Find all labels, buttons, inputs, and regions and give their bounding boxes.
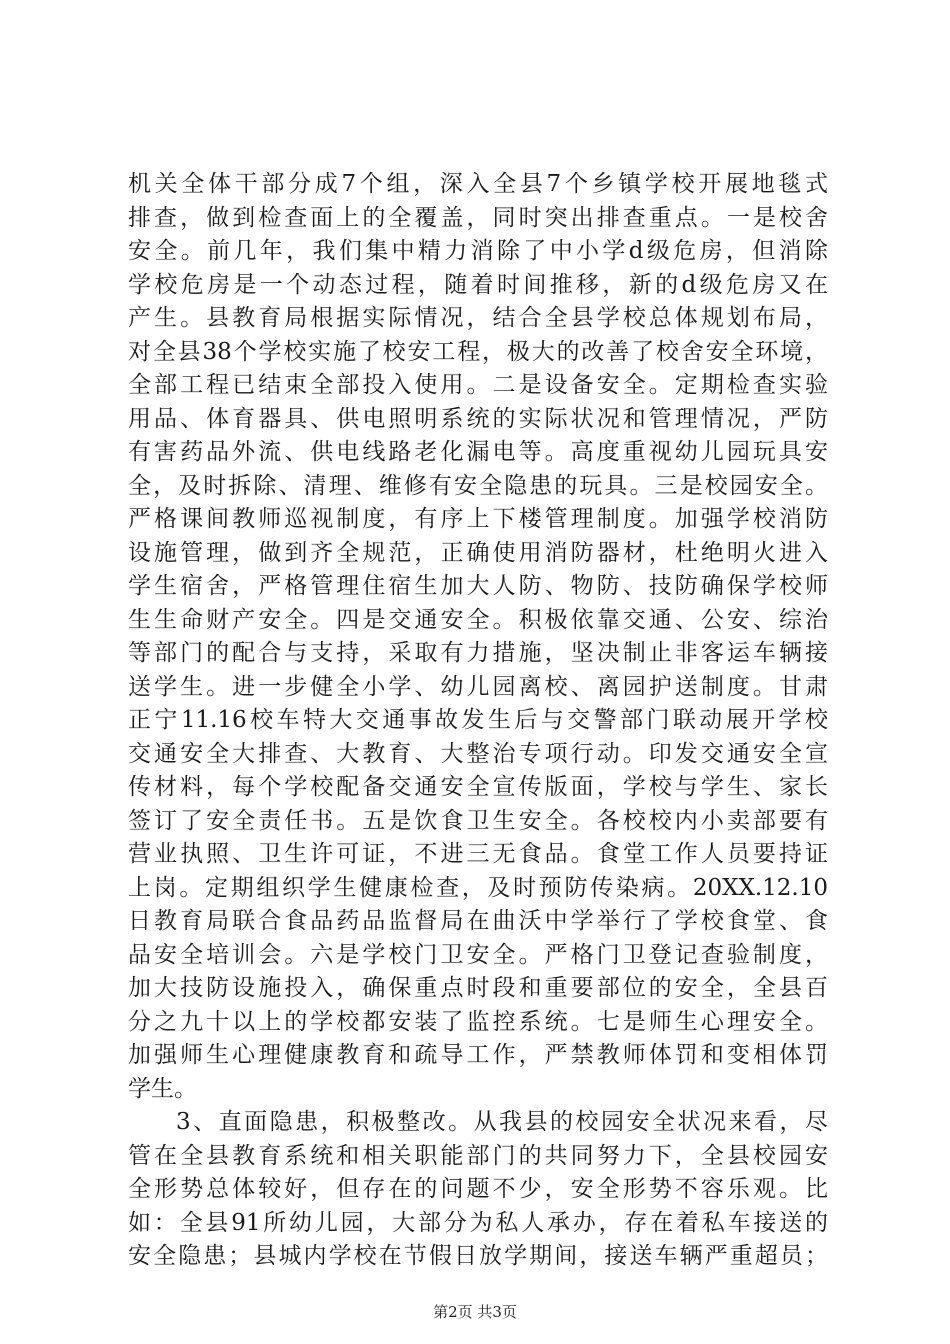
text-line: 分之九十以上的学校都安装了监控系统。七是师生心理安全。 <box>128 1008 828 1035</box>
text-line: 学校危房是一个动态过程，随着时间推移，新的d级危房又在 <box>128 271 828 298</box>
text-line: 送学生。进一步健全小学、幼儿园离校、离园护送制度。甘肃 <box>128 673 828 700</box>
text-line: 加大技防设施投入，确保重点时段和重要部位的安全，全县百 <box>128 975 828 1001</box>
text-line: 机关全体干部分成7个组，深入全县7个乡镇学校开展地毯式 <box>128 171 828 197</box>
text-line: 日教育局联合食品药品监督局在曲沃中学举行了学校食堂、食 <box>128 908 828 934</box>
text-line: 安全。前几年，我们集中精力消除了中小学d级危房，但消除 <box>128 238 828 264</box>
text-line: 交通安全大排查、大教育、大整治专项行动。印发交通安全宣 <box>128 740 828 767</box>
text-line: 安全隐患；县城内学校在节假日放学期间，接送车辆严重超员； <box>128 1243 828 1269</box>
text-line: 严格课间教师巡视制度，有序上下楼管理制度。加强学校消防 <box>128 506 828 532</box>
text-line: 管在全县教育系统和相关职能部门的共同努力下，全县校园安 <box>128 1142 828 1169</box>
text-line: 排查，做到检查面上的全覆盖，同时突出排查重点。一是校舍 <box>128 204 828 231</box>
text-line: 全部工程已结束全部投入使用。二是设备安全。定期检查实验 <box>128 372 828 398</box>
text-line: 设施管理，做到齐全规范，正确使用消防器材，杜绝明火进入 <box>128 539 828 566</box>
text-line: 全形势总体较好，但存在的问题不少，安全形势不容乐观。比 <box>128 1176 828 1202</box>
text-line: 全，及时拆除、清理、维修有安全隐患的玩具。三是校园安全。 <box>128 472 828 499</box>
paragraph-end-line: 学生。 <box>128 1075 197 1102</box>
text-line: 如：全县91所幼儿园，大部分为私人承办，存在着私车接送的 <box>128 1209 828 1236</box>
text-line: 用品、体育器具、供电照明系统的实际状况和管理情况，严防 <box>128 405 828 432</box>
text-line: 正宁11.16校车特大交通事故发生后与交警部门联动展开学校 <box>128 707 828 733</box>
text-line: 有害药品外流、供电线路老化漏电等。高度重视幼儿园玩具安 <box>128 439 828 465</box>
text-line: 传材料，每个学校配备交通安全宣传版面，学校与学生、家长 <box>128 774 828 800</box>
text-line: 对全县38个学校实施了校安工程，极大的改善了校舍安全环境， <box>128 338 828 365</box>
paragraph-start-line: 3、直面隐患，积极整改。从我县的校园安全状况来看，尽 <box>176 1109 828 1135</box>
text-line: 签订了安全责任书。五是饮食卫生安全。各校校内小卖部要有 <box>128 807 828 834</box>
text-line: 加强师生心理健康教育和疏导工作，严禁教师体罚和变相体罚 <box>128 1042 828 1068</box>
text-line: 产生。县教育局根据实际情况，结合全县学校总体规划布局， <box>128 305 828 331</box>
text-line: 品安全培训会。六是学校门卫安全。严格门卫登记查验制度， <box>128 941 828 968</box>
text-line: 等部门的配合与支持，采取有力措施，坚决制止非客运车辆接 <box>128 640 828 666</box>
text-line: 营业执照、卫生许可证，不进三无食品。食堂工作人员要持证 <box>128 841 828 867</box>
text-line: 生生命财产安全。四是交通安全。积极依靠交通、公安、综治 <box>128 606 828 633</box>
page-footer: 第2页 共3页 <box>433 1303 517 1321</box>
text-line: 学生宿舍，严格管理住宿生加大人防、物防、技防确保学校师 <box>128 573 828 599</box>
body-text <box>128 168 828 1274</box>
text-line: 上岗。定期组织学生健康检查，及时预防传染病。20XX.12.10 <box>128 874 828 901</box>
